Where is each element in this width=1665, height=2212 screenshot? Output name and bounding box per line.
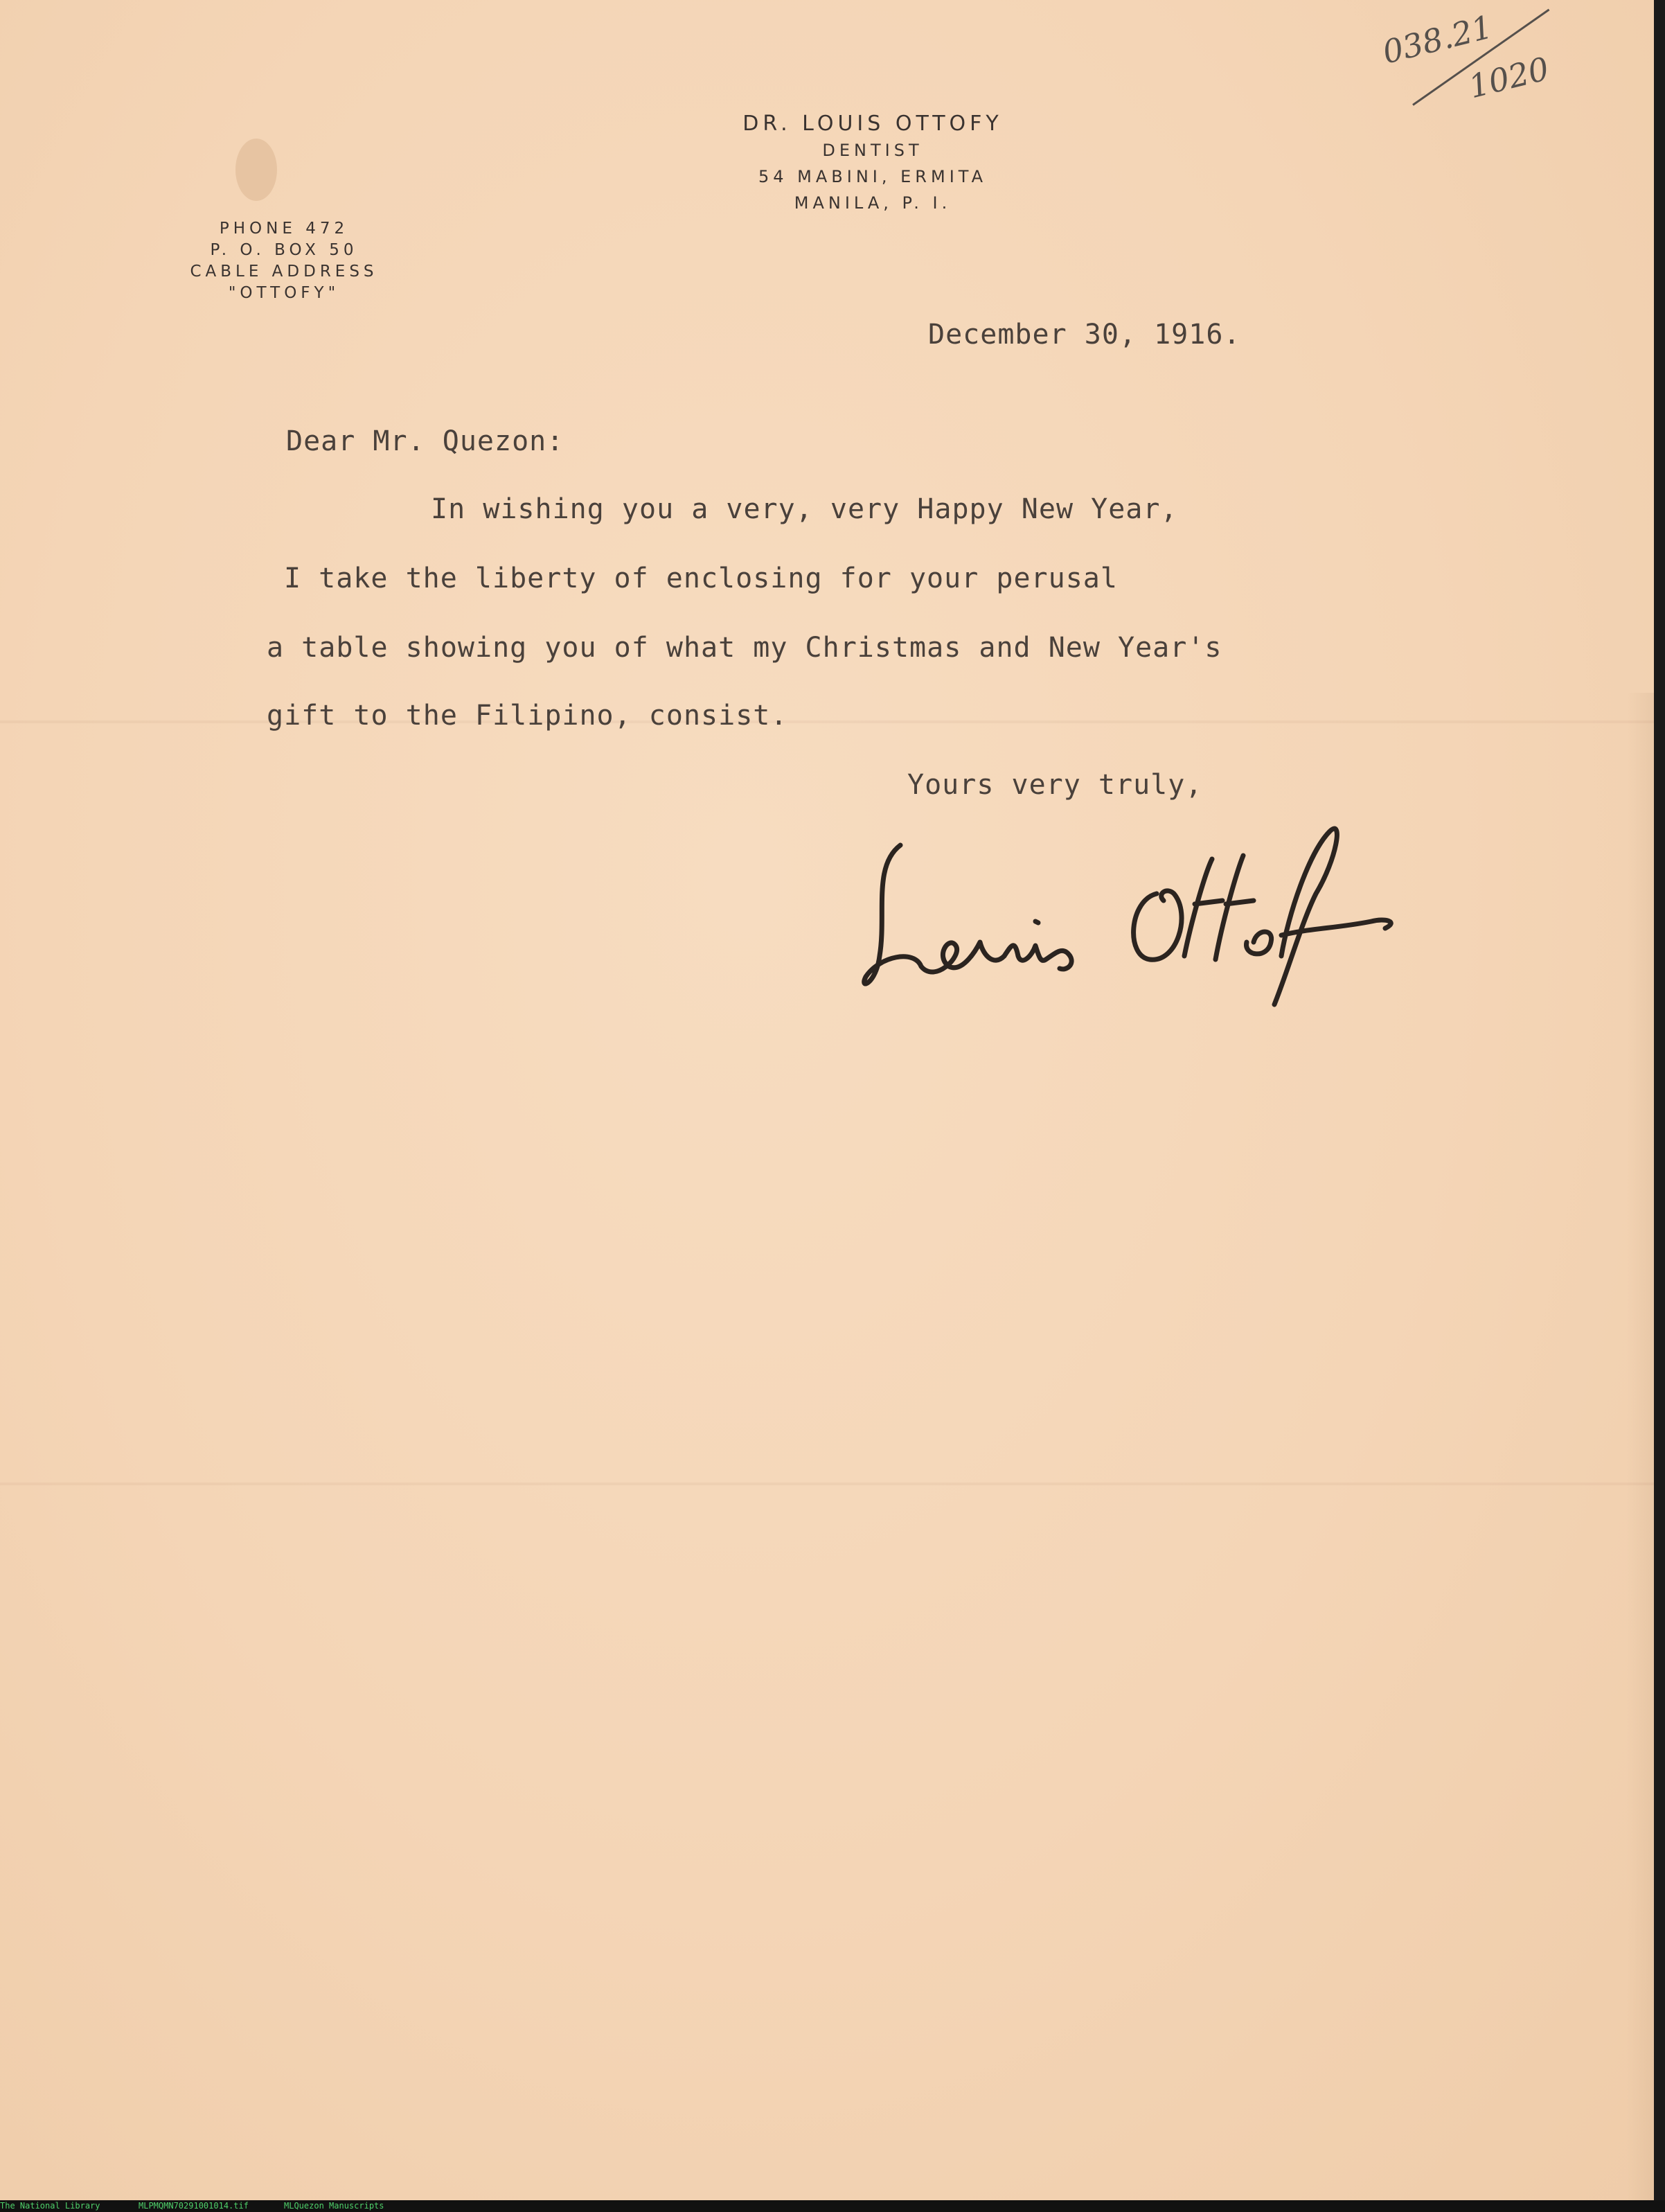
signature <box>859 817 1406 1011</box>
paper-stain <box>235 139 277 201</box>
letterhead-cable: "OTTOFY" <box>228 284 340 302</box>
letter-date: December 30, 1916. <box>928 319 1241 351</box>
letterhead-main <box>665 111 1080 216</box>
paper-edge-shadow <box>1626 693 1654 2200</box>
letterhead-profession: DENTIST <box>822 141 923 160</box>
footer-filename: MLPMQMN70291001014.tif <box>139 2201 249 2211</box>
footer-library: The National Library <box>0 2201 100 2211</box>
letterhead-po-box: P. O. BOX 50 <box>210 241 358 259</box>
letter-body-line: gift to the Filipino, consist. <box>267 700 788 732</box>
letter-body-line: a table showing you of what my Christmas and New Year's <box>267 632 1222 664</box>
letterhead-contact <box>132 218 436 304</box>
handwritten-file-number-2: 1020 <box>1465 49 1553 106</box>
letterhead-address-line1: 54 MABINI, ERMITA <box>758 167 987 186</box>
letter-salutation: Dear Mr. Quezon: <box>286 425 564 457</box>
letterhead-name: DR. LOUIS OTTOFY <box>742 112 1003 136</box>
letterhead-phone: PHONE 472 <box>219 220 349 238</box>
letter-closing: Yours very truly, <box>907 769 1203 801</box>
handwritten-file-number: 038.21 <box>1378 8 1497 71</box>
letterhead-address-line2: MANILA, P. I. <box>794 193 952 213</box>
letterhead-cable-label: CABLE ADDRESS <box>190 263 378 281</box>
paper-fold <box>0 1483 1654 1485</box>
letter-body-line: In wishing you a very, very Happy New Year, <box>431 493 1178 525</box>
paper-fold <box>0 720 1654 723</box>
letter-body-line: I take the liberty of enclosing for your perusal <box>284 563 1118 594</box>
archive-footer-bar <box>0 2200 1665 2212</box>
footer-collection: MLQuezon Manuscripts <box>284 2201 384 2211</box>
